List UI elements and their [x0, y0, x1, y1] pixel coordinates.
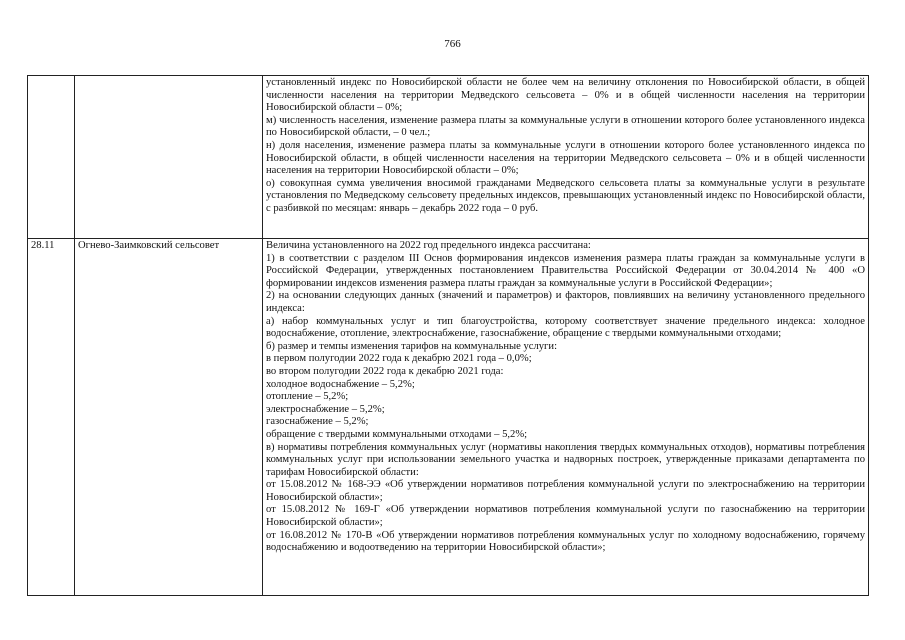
municipality-cell: Огнево-Заимковский сельсовет	[75, 239, 263, 596]
paragraph: 1) в соответствии с разделом III Основ формирования индексов изменения размера платы граждан за коммунальные услуги в Российской Федерации, утвержденных постановлением Правительства Российской Федерации от 30.04.2014 № 400 «О формировании индексов изменения размера платы граждан за коммунальные услуги в Российской Федерации»;	[266, 252, 865, 289]
paragraph: в первом полугодии 2022 года к декабрю 2021 года – 0,0%;	[266, 353, 532, 365]
description-cell	[263, 76, 869, 239]
page-number: 766	[444, 38, 461, 50]
paragraph: от 15.08.2012 № 168-ЭЭ «Об утверждении нормативов потребления коммунальной услуги по электроснабжению на территории Новосибирской области»;	[266, 479, 865, 503]
paragraph: от 16.08.2012 № 170-В «Об утверждении нормативов потребления коммунальных услуг по холодному водоснабжению, горячему водоснабжению и водоотведению на территории Новосибирской области»;	[266, 529, 865, 554]
row-number-cell: 28.11	[28, 239, 75, 596]
paragraph: Величина установленного на 2022 год предельного индекса рассчитана:	[266, 240, 591, 251]
table-row	[28, 76, 869, 239]
paragraph: б) размер и темпы изменения тарифов на коммунальные услуги:	[266, 340, 558, 352]
paragraph: а) набор коммунальных услуг и тип благоустройства, которому соответствует значение предельного индекса: холодное водоснабжение, отопление, электроснабжение, газоснабжение, обращение с твердыми коммунальными отходами;	[266, 315, 865, 340]
paragraph: от 15.08.2012 № 169-Г «Об утверждении нормативов потребления коммунальной услуги по газоснабжению на территории Новосибирской области»;	[266, 504, 865, 529]
paragraph: отопление – 5,2%;	[266, 391, 349, 403]
table-row	[28, 239, 869, 596]
description-cell	[263, 239, 869, 596]
paragraph: газоснабжение – 5,2%;	[266, 416, 369, 428]
paragraph: во втором полугодии 2022 года к декабрю 2021 года:	[266, 365, 504, 377]
paragraph: обращение с твердыми коммунальными отходами – 5,2%;	[266, 428, 528, 440]
municipality-cell	[75, 76, 263, 239]
paragraph: о) совокупная сумма увеличения вносимой гражданами Медведского сельсовета платы за коммунальные услуги в результате установления по Медведскому сельсовету предельных индексов, превышающих установленный индекс по Новосибирской области, с разбивкой по месяцам: январь – декабрь 2022 года – 0 руб.	[266, 177, 865, 214]
index-table	[27, 75, 869, 596]
row-number-cell	[28, 76, 75, 239]
paragraph: электроснабжение – 5,2%;	[266, 403, 385, 415]
paragraph: холодное водоснабжение – 5,2%;	[266, 378, 415, 390]
paragraph: м) численность населения, изменение размера платы за коммунальные услуги в отношении которого более установленного индекса по Новосибирской области, – 0 чел.;	[266, 114, 865, 139]
paragraph: в) нормативы потребления коммунальных услуг (нормативы накопления твердых коммунальных отходов), нормативы потребления коммунальных услуг при использовании земельного участка и надворных построек, утвержденные приказами департамента по тарифам Новосибирской области:	[266, 441, 865, 478]
paragraph: установленный индекс по Новосибирской области не более чем на величину отклонения по Новосибирской области, в общей численности населения на территории Медведского сельсовета – 0% и в общей численности населения на территории Новосибирской области – 0%;	[266, 77, 865, 114]
paragraph: 2) на основании следующих данных (значений и параметров) и факторов, повлиявших на величину установленного предельного индекса:	[266, 290, 865, 314]
paragraph: н) доля населения, изменение размера платы за коммунальные услуги в отношении которого более установленного индекса по Новосибирской области, в общей численности населения на территории Медведского сельсовета – 0% и в общей численности населения на территории Новосибирской области – 0%;	[266, 139, 865, 177]
